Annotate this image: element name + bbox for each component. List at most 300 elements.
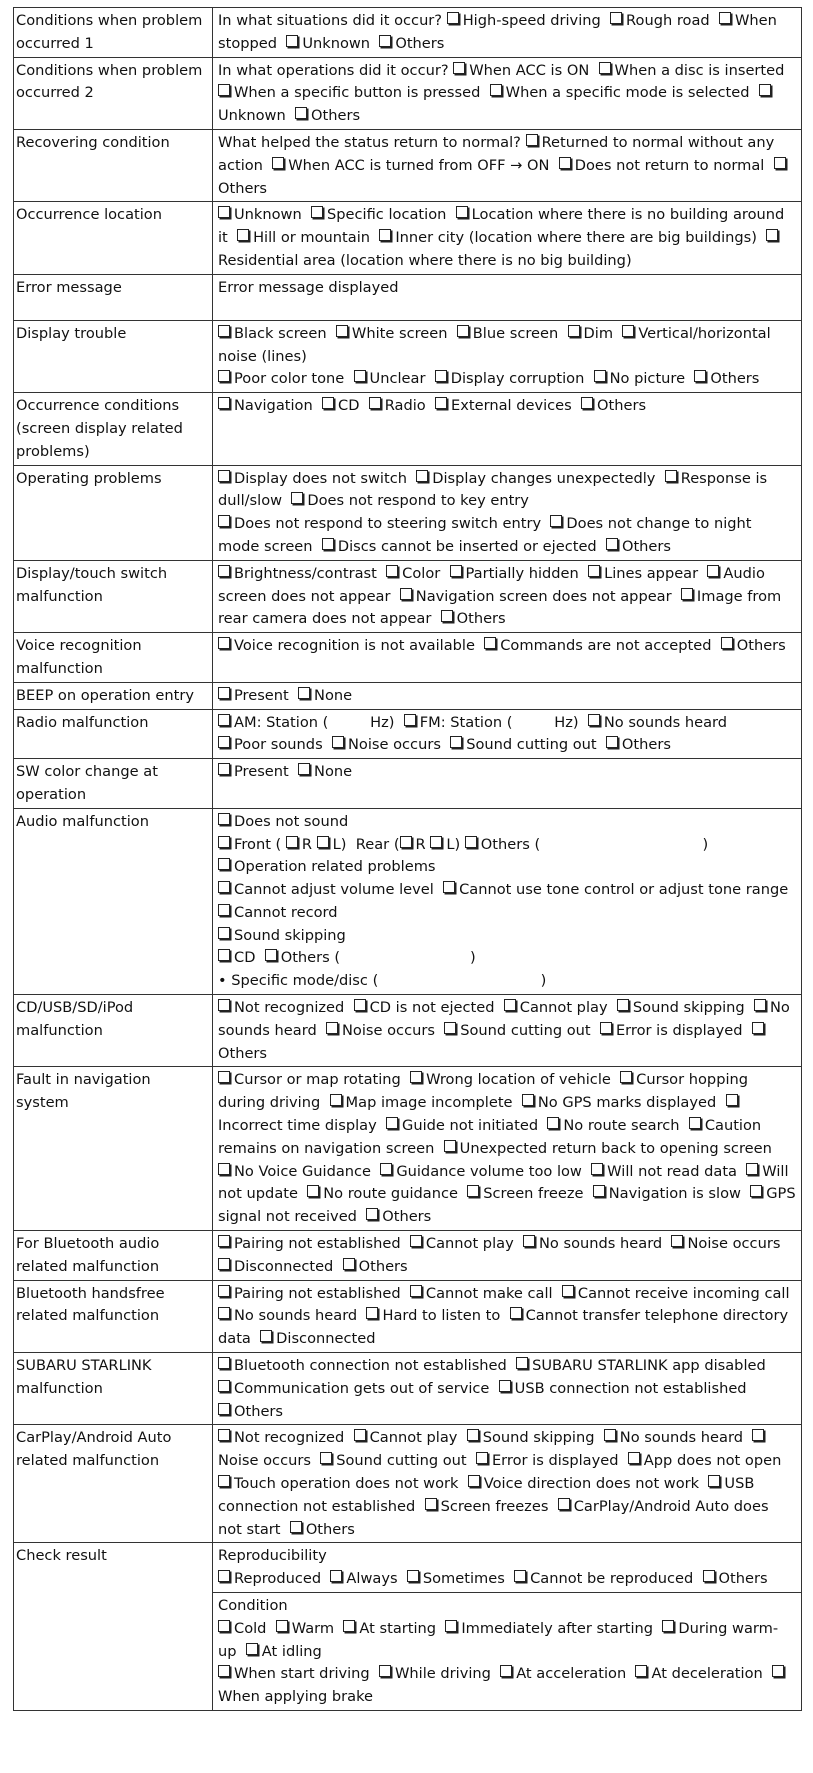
checkbox-icon[interactable] <box>766 229 778 241</box>
checkbox-icon[interactable] <box>218 858 230 870</box>
checkbox-icon[interactable] <box>380 1163 392 1175</box>
checkbox-option[interactable] <box>332 736 441 753</box>
checkbox-icon[interactable] <box>707 565 719 577</box>
checkbox-icon[interactable] <box>298 763 310 775</box>
checkbox-icon[interactable] <box>441 610 453 622</box>
checkbox-option[interactable] <box>218 1307 357 1324</box>
checkbox-option[interactable] <box>218 84 480 101</box>
checkbox-option[interactable] <box>286 35 370 52</box>
checkbox-option[interactable] <box>445 1620 653 1637</box>
checkbox-icon[interactable] <box>330 1570 342 1582</box>
checkbox-option[interactable] <box>218 881 434 898</box>
checkbox-option[interactable] <box>218 714 394 731</box>
checkbox-icon[interactable] <box>407 1570 419 1582</box>
checkbox-option[interactable] <box>450 736 596 753</box>
checkbox-option[interactable] <box>218 397 313 414</box>
checkbox-option[interactable] <box>218 1403 283 1420</box>
checkbox-option[interactable] <box>218 904 338 921</box>
checkbox-icon[interactable] <box>604 1429 616 1441</box>
checkbox-icon[interactable] <box>218 949 230 961</box>
checkbox-option[interactable] <box>379 35 444 52</box>
checkbox-icon[interactable] <box>218 1429 230 1441</box>
checkbox-icon[interactable] <box>558 1498 570 1510</box>
checkbox-icon[interactable] <box>430 836 442 848</box>
checkbox-option[interactable] <box>467 1185 583 1202</box>
checkbox-option[interactable] <box>467 1429 595 1446</box>
checkbox-icon[interactable] <box>754 999 766 1011</box>
checkbox-icon[interactable] <box>665 470 677 482</box>
checkbox-option[interactable] <box>594 370 685 387</box>
checkbox-option[interactable] <box>404 714 579 731</box>
checkbox-icon[interactable] <box>218 1403 230 1415</box>
checkbox-icon[interactable] <box>366 1208 378 1220</box>
checkbox-icon[interactable] <box>547 1117 559 1129</box>
checkbox-icon[interactable] <box>218 325 230 337</box>
checkbox-option[interactable] <box>336 325 448 342</box>
checkbox-icon[interactable] <box>689 1117 701 1129</box>
checkbox-icon[interactable] <box>591 1163 603 1175</box>
checkbox-option[interactable] <box>366 1307 500 1324</box>
checkbox-icon[interactable] <box>218 397 230 409</box>
checkbox-option[interactable] <box>468 1475 699 1492</box>
checkbox-option[interactable] <box>330 1094 513 1111</box>
checkbox-icon[interactable] <box>719 12 731 24</box>
checkbox-option[interactable] <box>311 206 446 223</box>
checkbox-option[interactable] <box>366 1208 431 1225</box>
checkbox-icon[interactable] <box>514 1570 526 1582</box>
checkbox-option[interactable] <box>354 999 495 1016</box>
checkbox-icon[interactable] <box>286 836 298 848</box>
checkbox-icon[interactable] <box>218 637 230 649</box>
checkbox-option[interactable] <box>410 1235 514 1252</box>
checkbox-option[interactable] <box>298 763 352 780</box>
checkbox-icon[interactable] <box>322 538 334 550</box>
checkbox-icon[interactable] <box>467 1429 479 1441</box>
checkbox-option[interactable] <box>317 836 347 853</box>
checkbox-icon[interactable] <box>218 1307 230 1319</box>
checkbox-icon[interactable] <box>772 1665 784 1677</box>
checkbox-icon[interactable] <box>726 1094 738 1106</box>
checkbox-option[interactable] <box>547 1117 679 1134</box>
checkbox-option[interactable] <box>218 1235 401 1252</box>
checkbox-icon[interactable] <box>593 1185 605 1197</box>
checkbox-icon[interactable] <box>588 714 600 726</box>
checkbox-option[interactable] <box>581 397 646 414</box>
checkbox-option[interactable] <box>218 836 281 853</box>
checkbox-option[interactable] <box>450 565 579 582</box>
checkbox-icon[interactable] <box>218 1235 230 1247</box>
checkbox-icon[interactable] <box>386 1117 398 1129</box>
checkbox-icon[interactable] <box>453 62 465 74</box>
checkbox-icon[interactable] <box>218 736 230 748</box>
checkbox-icon[interactable] <box>246 1643 258 1655</box>
checkbox-option[interactable] <box>703 1570 768 1587</box>
checkbox-icon[interactable] <box>343 1258 355 1270</box>
checkbox-option[interactable] <box>265 949 476 966</box>
checkbox-option[interactable] <box>430 836 460 853</box>
checkbox-icon[interactable] <box>366 1307 378 1319</box>
checkbox-icon[interactable] <box>311 206 323 218</box>
checkbox-icon[interactable] <box>218 565 230 577</box>
checkbox-icon[interactable] <box>435 397 447 409</box>
checkbox-icon[interactable] <box>581 397 593 409</box>
checkbox-icon[interactable] <box>218 881 230 893</box>
checkbox-option[interactable] <box>307 1185 458 1202</box>
checkbox-icon[interactable] <box>681 588 693 600</box>
checkbox-icon[interactable] <box>490 84 502 96</box>
checkbox-icon[interactable] <box>218 206 230 218</box>
checkbox-option[interactable] <box>635 1665 762 1682</box>
checkbox-option[interactable] <box>276 1620 334 1637</box>
checkbox-option[interactable] <box>523 1235 662 1252</box>
checkbox-icon[interactable] <box>286 35 298 47</box>
checkbox-option[interactable] <box>218 1429 344 1446</box>
checkbox-option[interactable] <box>218 763 289 780</box>
checkbox-icon[interactable] <box>606 736 618 748</box>
checkbox-icon[interactable] <box>516 1357 528 1369</box>
checkbox-icon[interactable] <box>500 1665 512 1677</box>
checkbox-option[interactable] <box>246 1643 322 1660</box>
checkbox-option[interactable] <box>499 1380 747 1397</box>
checkbox-icon[interactable] <box>628 1452 640 1464</box>
checkbox-option[interactable] <box>343 1620 436 1637</box>
checkbox-option[interactable] <box>343 1258 408 1275</box>
checkbox-icon[interactable] <box>332 736 344 748</box>
checkbox-option[interactable] <box>599 62 785 79</box>
checkbox-option[interactable] <box>322 538 597 555</box>
checkbox-icon[interactable] <box>774 157 786 169</box>
checkbox-icon[interactable] <box>526 134 538 146</box>
checkbox-option[interactable] <box>476 1452 619 1469</box>
checkbox-option[interactable] <box>410 1071 611 1088</box>
checkbox-option[interactable] <box>354 1429 458 1446</box>
checkbox-option[interactable] <box>447 12 601 29</box>
checkbox-option[interactable] <box>326 1022 435 1039</box>
checkbox-option[interactable] <box>407 1570 505 1587</box>
checkbox-option[interactable] <box>218 927 346 944</box>
checkbox-icon[interactable] <box>721 637 733 649</box>
checkbox-label: Poor color tone <box>234 370 345 388</box>
checkbox-option[interactable] <box>218 1570 321 1587</box>
checkbox-label: During warm-up <box>218 1619 779 1660</box>
checkbox-icon[interactable] <box>218 1620 230 1632</box>
checkbox-icon[interactable] <box>620 1071 632 1083</box>
checkbox-icon[interactable] <box>559 157 571 169</box>
checkbox-option[interactable] <box>604 1429 743 1446</box>
checkbox-icon[interactable] <box>410 1235 422 1247</box>
checkbox-option[interactable] <box>218 1285 401 1302</box>
checkbox-option[interactable] <box>386 1117 538 1134</box>
checkbox-option[interactable] <box>260 1330 375 1347</box>
checkbox-option[interactable] <box>400 588 672 605</box>
checkbox-icon[interactable] <box>708 1475 720 1487</box>
row-label: BEEP on operation entry <box>14 682 213 709</box>
checkbox-icon[interactable] <box>218 999 230 1011</box>
checkbox-option[interactable] <box>516 1357 766 1374</box>
checkbox-icon[interactable] <box>476 1452 488 1464</box>
checkbox-icon[interactable] <box>445 1620 457 1632</box>
checkbox-icon[interactable] <box>450 565 462 577</box>
checkbox-option[interactable] <box>218 1258 333 1275</box>
checkbox-option[interactable] <box>218 370 344 387</box>
checkbox-option[interactable] <box>295 107 360 124</box>
checkbox-option[interactable] <box>379 1665 491 1682</box>
checkbox-option[interactable] <box>435 397 572 414</box>
checkbox-option[interactable] <box>380 1163 582 1180</box>
checkbox-icon[interactable] <box>317 836 329 848</box>
checkbox-icon[interactable] <box>447 12 459 24</box>
checkbox-icon[interactable] <box>354 370 366 382</box>
checkbox-icon[interactable] <box>450 736 462 748</box>
checkbox-icon[interactable] <box>260 1330 272 1342</box>
checkbox-icon[interactable] <box>443 881 455 893</box>
checkbox-icon[interactable] <box>298 687 310 699</box>
checkbox-icon[interactable] <box>354 999 366 1011</box>
checkbox-icon[interactable] <box>218 1285 230 1297</box>
checkbox-option[interactable] <box>218 1163 371 1180</box>
checkbox-option[interactable] <box>369 397 426 414</box>
checkbox-icon[interactable] <box>320 1452 332 1464</box>
checkbox-option[interactable] <box>291 492 529 509</box>
checkbox-icon[interactable] <box>379 1665 391 1677</box>
checkbox-option[interactable] <box>218 1620 266 1637</box>
checkbox-icon[interactable] <box>703 1570 715 1582</box>
checkbox-icon[interactable] <box>276 1620 288 1632</box>
checkbox-option[interactable] <box>562 1285 790 1302</box>
checkbox-icon[interactable] <box>218 1357 230 1369</box>
checkbox-option[interactable] <box>290 1521 355 1538</box>
checkbox-icon[interactable] <box>410 1071 422 1083</box>
checkbox-option[interactable] <box>588 565 698 582</box>
checkbox-option[interactable] <box>522 1094 716 1111</box>
option-line <box>218 10 797 56</box>
checkbox-option[interactable] <box>218 736 323 753</box>
checkbox-icon[interactable] <box>272 157 284 169</box>
checkbox-icon[interactable] <box>467 1185 479 1197</box>
checkbox-icon[interactable] <box>588 565 600 577</box>
checkbox-icon[interactable] <box>456 206 468 218</box>
checkbox-icon[interactable] <box>400 588 412 600</box>
checkbox-option[interactable] <box>218 1475 459 1492</box>
checkbox-icon[interactable] <box>379 35 391 47</box>
checkbox-option[interactable] <box>441 610 506 627</box>
checkbox-icon[interactable] <box>354 1429 366 1441</box>
checkbox-label: CarPlay/Android Auto does not start <box>218 1497 769 1538</box>
checkbox-icon[interactable] <box>218 1163 230 1175</box>
checkbox-option[interactable] <box>606 538 671 555</box>
checkbox-icon[interactable] <box>218 836 230 848</box>
checkbox-icon[interactable] <box>457 325 469 337</box>
checkbox-option[interactable] <box>504 999 608 1016</box>
checkbox-option[interactable] <box>444 1022 590 1039</box>
checkbox-icon[interactable] <box>468 1475 480 1487</box>
checkbox-icon[interactable] <box>499 1380 511 1392</box>
checkbox-option[interactable] <box>490 84 750 101</box>
checkbox-option[interactable] <box>694 370 759 387</box>
checkbox-icon[interactable] <box>635 1665 647 1677</box>
checkbox-option[interactable] <box>593 1185 741 1202</box>
checkbox-icon[interactable] <box>752 1022 764 1034</box>
checkbox-icon[interactable] <box>400 836 412 848</box>
checkbox-option[interactable] <box>457 325 558 342</box>
checkbox-icon[interactable] <box>610 12 622 24</box>
checkbox-option[interactable] <box>218 999 344 1016</box>
checkbox-icon[interactable] <box>752 1429 764 1441</box>
checkbox-icon[interactable] <box>504 999 516 1011</box>
checkbox-option[interactable] <box>443 881 788 898</box>
checkbox-icon[interactable] <box>326 1022 338 1034</box>
checkbox-option[interactable] <box>218 949 255 966</box>
checkbox-icon[interactable] <box>218 1665 230 1677</box>
checkbox-icon[interactable] <box>386 565 398 577</box>
checkbox-icon[interactable] <box>218 1570 230 1582</box>
checkbox-option[interactable] <box>320 1452 466 1469</box>
checkbox-icon[interactable] <box>444 1140 456 1152</box>
checkbox-icon[interactable] <box>218 813 230 825</box>
checkbox-option[interactable] <box>330 1570 397 1587</box>
checkbox-icon[interactable] <box>759 84 771 96</box>
checkbox-icon[interactable] <box>465 836 477 848</box>
checkbox-option[interactable] <box>218 565 377 582</box>
checkbox-option[interactable] <box>514 1570 693 1587</box>
checkbox-icon[interactable] <box>404 714 416 726</box>
checkbox-icon[interactable] <box>307 1185 319 1197</box>
checkbox-icon[interactable] <box>336 325 348 337</box>
checkbox-icon[interactable] <box>295 107 307 119</box>
checkbox-icon[interactable] <box>218 687 230 699</box>
checkbox-icon[interactable] <box>510 1307 522 1319</box>
checkbox-option[interactable] <box>435 370 585 387</box>
checkbox-option[interactable] <box>721 637 786 654</box>
checkbox-option[interactable] <box>218 858 436 875</box>
checkbox-option[interactable] <box>218 1357 507 1374</box>
checkbox-icon[interactable] <box>484 637 496 649</box>
checkbox-icon[interactable] <box>237 229 249 241</box>
checkbox-option[interactable] <box>484 637 711 654</box>
checkbox-icon[interactable] <box>291 492 303 504</box>
checkbox-option[interactable] <box>606 736 671 753</box>
checkbox-option[interactable] <box>218 206 302 223</box>
option-line <box>218 60 797 128</box>
checkbox-icon[interactable] <box>694 370 706 382</box>
checkbox-icon[interactable] <box>218 1475 230 1487</box>
checkbox-option[interactable] <box>568 325 614 342</box>
checkbox-label: No GPS marks displayed <box>537 1094 717 1112</box>
checkbox-option[interactable] <box>600 1022 743 1039</box>
checkbox-icon[interactable] <box>599 62 611 74</box>
checkbox-option[interactable] <box>453 62 589 79</box>
checkbox-icon[interactable] <box>265 949 277 961</box>
checkbox-option[interactable] <box>218 325 327 342</box>
checkbox-icon[interactable] <box>600 1022 612 1034</box>
checkbox-icon[interactable] <box>444 1022 456 1034</box>
checkbox-icon[interactable] <box>218 904 230 916</box>
checkbox-icon[interactable] <box>218 1071 230 1083</box>
checkbox-option[interactable] <box>354 370 426 387</box>
checkbox-label: Cannot receive incoming call <box>577 1284 790 1302</box>
checkbox-option[interactable] <box>500 1665 626 1682</box>
checkbox-icon[interactable] <box>662 1620 674 1632</box>
checkbox-option[interactable] <box>218 1380 489 1397</box>
checkbox-option[interactable] <box>237 229 370 246</box>
checkbox-icon[interactable] <box>369 397 381 409</box>
checkbox-icon[interactable] <box>562 1285 574 1297</box>
checkbox-icon[interactable] <box>218 927 230 939</box>
checkbox-label: R <box>301 835 313 853</box>
checkbox-option[interactable] <box>425 1498 549 1515</box>
checkbox-label: Navigation screen does not appear <box>415 587 672 605</box>
checkbox-icon[interactable] <box>379 229 391 241</box>
checkbox-icon[interactable] <box>522 1094 534 1106</box>
checkbox-option[interactable] <box>218 687 289 704</box>
checkbox-icon[interactable] <box>330 1094 342 1106</box>
checkbox-option[interactable] <box>416 470 655 487</box>
checkbox-icon[interactable] <box>746 1163 758 1175</box>
checkbox-icon[interactable] <box>750 1185 762 1197</box>
checkbox-option[interactable] <box>298 687 352 704</box>
checkbox-option[interactable] <box>465 836 708 853</box>
checkbox-option[interactable] <box>617 999 745 1016</box>
checkbox-icon[interactable] <box>218 1380 230 1392</box>
checkbox-option[interactable] <box>272 157 549 174</box>
checkbox-option[interactable] <box>671 1235 780 1252</box>
checkbox-option[interactable] <box>386 565 440 582</box>
checkbox-icon[interactable] <box>218 714 230 726</box>
checkbox-icon[interactable] <box>218 763 230 775</box>
checkbox-option[interactable] <box>559 157 765 174</box>
checkbox-icon[interactable] <box>218 470 230 482</box>
checkbox-option[interactable] <box>610 12 710 29</box>
checkbox-icon[interactable] <box>435 370 447 382</box>
checkbox-label: Pairing not established <box>234 1284 401 1302</box>
checkbox-icon[interactable] <box>622 325 634 337</box>
checkbox-icon[interactable] <box>550 515 562 527</box>
checkbox-icon[interactable] <box>568 325 580 337</box>
checkbox-icon[interactable] <box>416 470 428 482</box>
checkbox-label: L) <box>446 835 461 853</box>
checkbox-icon[interactable] <box>218 1258 230 1270</box>
checkbox-option[interactable] <box>218 1071 401 1088</box>
checkbox-option[interactable] <box>218 813 348 830</box>
checkbox-option[interactable] <box>218 470 407 487</box>
checkbox-icon[interactable] <box>410 1285 422 1297</box>
checkbox-option[interactable] <box>410 1285 553 1302</box>
checkbox-option[interactable] <box>400 836 426 853</box>
checkbox-option[interactable] <box>218 515 541 532</box>
checkbox-icon[interactable] <box>606 538 618 550</box>
checkbox-option[interactable] <box>286 836 312 853</box>
checkbox-option[interactable] <box>591 1163 737 1180</box>
checkbox-icon[interactable] <box>218 515 230 527</box>
checkbox-icon[interactable] <box>594 370 606 382</box>
checkbox-option[interactable] <box>379 229 757 246</box>
checkbox-icon[interactable] <box>425 1498 437 1510</box>
checkbox-option[interactable] <box>218 637 475 654</box>
checkbox-option[interactable] <box>628 1452 782 1469</box>
checkbox-icon[interactable] <box>218 370 230 382</box>
checkbox-option[interactable] <box>322 397 359 414</box>
checkbox-option[interactable] <box>218 1665 370 1682</box>
checkbox-icon[interactable] <box>617 999 629 1011</box>
checkbox-icon[interactable] <box>343 1620 355 1632</box>
checkbox-icon[interactable] <box>523 1235 535 1247</box>
checkbox-option[interactable] <box>444 1140 772 1157</box>
checkbox-icon[interactable] <box>671 1235 683 1247</box>
checkbox-icon[interactable] <box>290 1521 302 1533</box>
checkbox-icon[interactable] <box>322 397 334 409</box>
checkbox-option[interactable] <box>588 714 727 731</box>
checkbox-icon[interactable] <box>218 84 230 96</box>
